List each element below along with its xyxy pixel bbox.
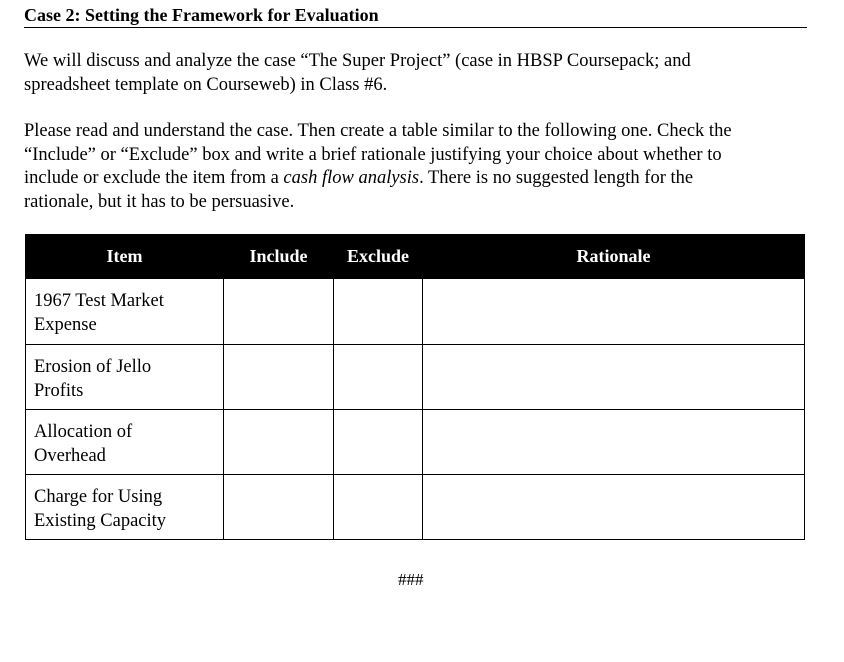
exclude-cell[interactable]	[334, 475, 423, 540]
exclude-cell[interactable]	[334, 345, 423, 410]
exclude-cell[interactable]	[334, 410, 423, 475]
item-cell	[26, 475, 224, 540]
rationale-cell[interactable]	[423, 279, 805, 345]
rationale-cell[interactable]	[423, 475, 805, 540]
table-row	[26, 475, 805, 540]
intro-paragraph	[24, 50, 814, 97]
table-row	[26, 345, 805, 410]
table-row	[26, 410, 805, 475]
rationale-cell[interactable]	[423, 345, 805, 410]
evaluation-table	[25, 234, 805, 540]
table-row	[26, 279, 805, 345]
include-cell[interactable]	[224, 410, 334, 475]
include-cell[interactable]	[224, 345, 334, 410]
item-cell	[26, 279, 224, 345]
column-header-include: Include	[224, 235, 334, 279]
instructions-line-3	[24, 167, 814, 191]
item-label: Allocation of Overhead	[34, 422, 133, 466]
include-cell[interactable]	[224, 279, 334, 345]
instructions-line-3-start: include or exclude the item from a	[24, 168, 284, 188]
column-header-rationale: Rationale	[423, 235, 805, 279]
intro-line-1: We will discuss and analyze the case “The Super Project” (case in HBSP Coursepack; and	[24, 51, 691, 71]
table-header-row	[26, 235, 805, 279]
column-header-item: Item	[26, 235, 224, 279]
instructions-line-1: Please read and understand the case. Then create a table similar to the following one. Check the	[24, 121, 732, 141]
end-mark: ###	[398, 570, 424, 589]
instructions-paragraph	[24, 120, 814, 214]
instructions-line-3-end: . There is no suggested length for the	[419, 168, 694, 188]
intro-line-2: spreadsheet template on Courseweb) in Class #6.	[24, 74, 388, 95]
item-label: Charge for Using Existing Capacity	[34, 487, 167, 531]
cash-flow-analysis-emphasis: cash flow analysis	[283, 168, 420, 188]
rationale-cell[interactable]	[423, 410, 805, 475]
instructions-line-2: “Include” or “Exclude” box and write a brief rationale justifying your choice about whether to	[24, 144, 722, 165]
item-cell	[26, 345, 224, 410]
exclude-cell[interactable]	[334, 279, 423, 345]
include-cell[interactable]	[224, 475, 334, 540]
column-header-exclude: Exclude	[334, 235, 423, 279]
page-title: Case 2: Setting the Framework for Evaluation	[24, 5, 379, 25]
heading-rule	[24, 3, 807, 28]
item-label: Erosion of Jello Profits	[34, 357, 152, 401]
item-label: 1967 Test Market Expense	[34, 291, 164, 335]
instructions-line-4: rationale, but it has to be persuasive.	[24, 191, 295, 212]
item-cell	[26, 410, 224, 475]
